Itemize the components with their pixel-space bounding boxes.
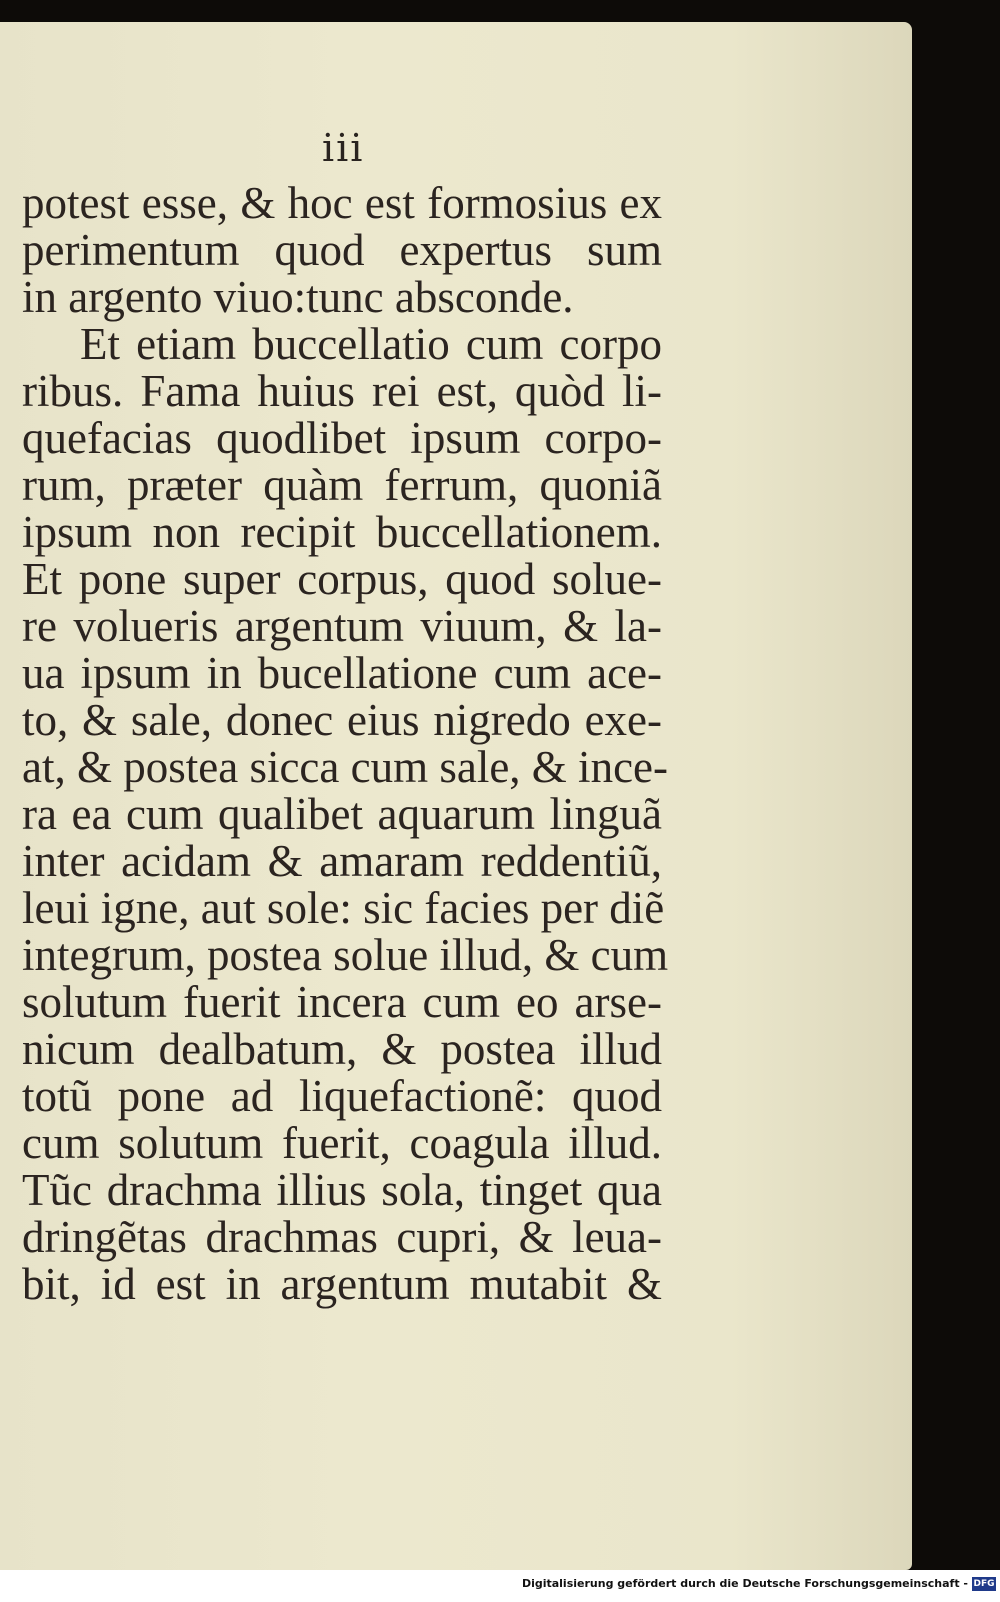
text-line: Tũc drachma illius sola, tinget qua bbox=[22, 1165, 662, 1215]
text-line: solutum fuerit incera cum eo arse- bbox=[22, 977, 662, 1027]
text-line: rum, præter quàm ferrum, quoniã bbox=[22, 460, 662, 510]
text-line: integrum, postea solue illud, & cum bbox=[22, 930, 669, 980]
text-line: leui igne, aut sole: sic facies per diẽ bbox=[22, 883, 665, 933]
text-line: perimentum quod expertus sum bbox=[22, 225, 662, 275]
dfg-logo: DFG bbox=[973, 1579, 995, 1589]
book-page bbox=[0, 22, 912, 1570]
text-line: re volueris argentum viuum, & la- bbox=[22, 601, 662, 651]
text-line: Et pone super corpus, quod solue- bbox=[22, 554, 662, 604]
text-line: quefacias quodlibet ipsum corpo- bbox=[22, 413, 662, 463]
text-line: dringẽtas drachmas cupri, & leua- bbox=[22, 1212, 662, 1262]
text-line: ipsum non recipit buccellationem. bbox=[22, 507, 662, 557]
body-text bbox=[22, 178, 669, 1309]
text-line: Et etiam buccellatio cum corpo bbox=[80, 319, 662, 369]
funding-credit: Digitalisierung gefördert durch die Deutsche Forschungsgemeinschaft - bbox=[521, 1577, 968, 1590]
text-line: ua ipsum in bucellatione cum ace- bbox=[22, 648, 662, 698]
footer-bar bbox=[0, 1570, 1000, 1602]
text-line: ribus. Fama huius rei est, quòd li- bbox=[22, 366, 662, 416]
text-line: cum solutum fuerit, coagula illud. bbox=[22, 1118, 662, 1168]
text-line: at, & postea sicca cum sale, & ince- bbox=[22, 742, 668, 792]
text-line: inter acidam & amaram reddentiũ, bbox=[22, 836, 662, 886]
text-line: bit, id est in argentum mutabit & bbox=[22, 1259, 662, 1309]
text-line: in argento viuo:tunc absconde. bbox=[22, 272, 574, 322]
page-number: iii bbox=[322, 126, 365, 170]
text-line: totũ pone ad liquefactionẽ: quod bbox=[22, 1071, 662, 1121]
text-line: potest esse, & hoc est formosius ex bbox=[22, 178, 662, 228]
text-line: to, & sale, donec eius nigredo exe- bbox=[22, 695, 662, 745]
text-line: nicum dealbatum, & postea illud bbox=[22, 1024, 662, 1074]
text-line: ra ea cum qualibet aquarum linguã bbox=[22, 789, 662, 839]
